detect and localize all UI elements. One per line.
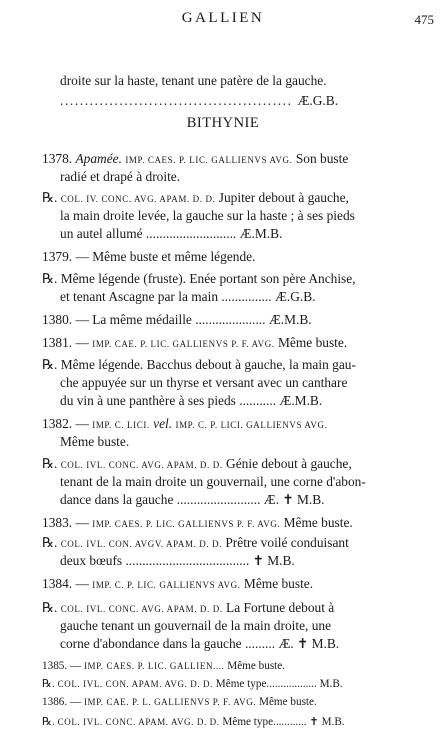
text-line-e1378-3 [42,188,349,208]
section-heading: BITHYNIE [186,115,260,131]
text-run: Æ.M.B. [279,393,323,408]
text-line-e1378-4 [60,206,355,226]
text-line-e1383-2 [42,533,349,553]
legend-text: IMP. C. LICI. [92,420,150,430]
text-run: 1379. — Même buste et même légende. [42,249,256,264]
text-run: 1386. — [42,696,84,708]
text-run: Prêtre voilé conduisant [222,535,349,550]
text-line-e1384-3 [60,616,331,636]
legend-text: COL. IV. CONC. AVG. APAM. D. D. [60,194,216,204]
legend-text: IMP. C. P. LICI. GALLIENVS AVG. [175,420,328,430]
text-run: 1382. — [42,416,93,431]
text-run: 1383. — [42,515,93,530]
legend-text: IMP. C. P. LIC. GALLIENVS AVG. [92,580,241,590]
text-line-e1382-4 [60,472,366,492]
text-run: Même buste. [280,515,353,530]
legend-text: IMP. CAES. P. LIC. GALLIEN.... [83,661,225,671]
text-run: Æ.M.B. [239,226,283,241]
text-line-e1380 [42,310,312,330]
text-run: Son buste [292,151,349,166]
text-run: Même buste. [274,335,348,350]
text-run: ℞. Même légende (fruste). Enée portant son père Anchise, [42,271,356,286]
text-line-e1378-2 [60,167,180,187]
text-run: Æ. ✝ M.B. [263,492,325,507]
text-line-e1379-1 [42,247,255,267]
text-run: ℞. [42,456,61,471]
text-line-e1378-1 [42,149,348,169]
text-run: droite sur la haste, tenant une patère de la gauche. [60,73,327,88]
legend-text: IMP. CAE. P. L. GALLIENVS P. F. AVG. [83,697,257,707]
text-line-cont-2 [60,91,338,111]
text-run: ℞. [42,678,58,690]
text-run: ℞. [42,190,61,205]
text-line-e1381-3 [60,373,347,393]
text-line-e1384-1 [42,574,313,594]
legend-text: IMP. CAES. P. LIC. GALLIENVS P. F. AVG. [92,519,281,529]
text-run: Même type.................. M.B. [213,678,343,690]
text-run: che appuyée sur un thyrse et versant avec un canthare [60,375,348,390]
legend-text: COL. IVL. CONC. AVG. APAM. D. D. [60,460,223,470]
text-run: la main droite levée, la gauche sur la haste ; à ses pieds [60,208,355,223]
text-run: Génie debout à gauche, [222,456,352,471]
text-run: ℞. [42,716,58,728]
text-line-e1382-1 [42,414,327,434]
running-head: GALLIEN [181,10,265,26]
text-run: ✝ M.B. [252,553,295,568]
text-run: ℞. [42,535,61,550]
text-run: vel. [153,416,173,431]
text-run: Æ. ✝ M.B. [278,636,340,651]
text-run: et tenant Ascagne par la main ............... [60,289,275,304]
text-run: ℞. [42,600,61,615]
legend-text: COL. IVL. CONC. APAM. AVG. D. D. [57,717,220,727]
text-line-e1382-5 [60,490,324,510]
text-line-e1381-4 [60,391,322,411]
text-line-e1385-2 [42,674,343,694]
text-run: gauche tenant un gouvernail de la main droite, une [60,618,332,633]
legend-text: IMP. CAES. P. LIC. GALLIENVS AVG. [125,155,293,165]
legend-text: IMP. CAE. P. LIC. GALLIENVS P. F. AVG. [92,339,275,349]
text-run: corne d'abondance dans la gauche ......... [60,636,279,651]
text-run: La Fortune debout à [222,600,335,615]
text-line-cont-1 [60,71,327,91]
text-line-e1386-2 [42,712,345,732]
text-line-e1383-3 [60,551,295,571]
text-line-e1382-2 [60,432,129,452]
text-line-e1378-5 [60,224,282,244]
text-run: Æ.G.B. [297,93,339,108]
text-run: 1378. [42,151,76,166]
text-run: Æ.M.B. [268,312,312,327]
text-run: deux bœufs ..................................... [60,553,253,568]
text-line-e1385-1 [42,656,285,676]
text-run: dance dans la gauche ......................... [60,492,264,507]
text-run: du vin à une panthère à ses pieds ........... [60,393,280,408]
text-run: Même buste. [60,434,130,449]
text-run: radié et drapé à droite. [60,169,181,184]
text-run: Jupiter debout à gauche, [215,190,349,205]
text-line-e1384-4 [60,634,339,654]
text-run: 1385. — [42,660,84,672]
legend-text: COL. IVL. CON. APAM. AVG. D. D. [57,679,213,689]
page-number: 475 [414,12,434,27]
text-run: Même type............ ✝ M.B. [219,716,345,728]
text-run: un autel allumé ........................... [60,226,240,241]
text-line-e1382-3 [42,454,352,474]
text-line-e1381-1 [42,333,347,353]
text-line-e1384-2 [42,598,334,618]
text-run: ℞. Même légende. Bacchus debout à gauche, la main gau- [42,357,356,372]
text-run: Apamée. [75,151,122,166]
text-line-e1379-3 [60,287,316,307]
text-run: Æ.G.B. [274,289,316,304]
text-run: Même buste. [240,576,314,591]
text-run: Même buste. [224,660,286,672]
text-run: 1381. — [42,335,93,350]
text-line-e1381-2 [42,355,356,375]
text-run: tenant de la main droite un gouvernail, une corne d'abon- [60,474,366,489]
legend-text: COL. IVL. CON. AVGV. APAM. D. D. [60,539,223,549]
text-run: Même buste. [256,696,317,708]
text-line-e1386-1 [42,692,317,712]
legend-text: COL. IVL. CONC. AVG. APAM. D. D. [60,604,223,614]
text-run: ............................................... [60,93,298,108]
text-line-e1379-2 [42,269,356,289]
text-line-e1383-1 [42,513,353,533]
text-run: 1384. — [42,576,93,591]
text-run: 1380. — La même médaille ..................... [42,312,269,327]
